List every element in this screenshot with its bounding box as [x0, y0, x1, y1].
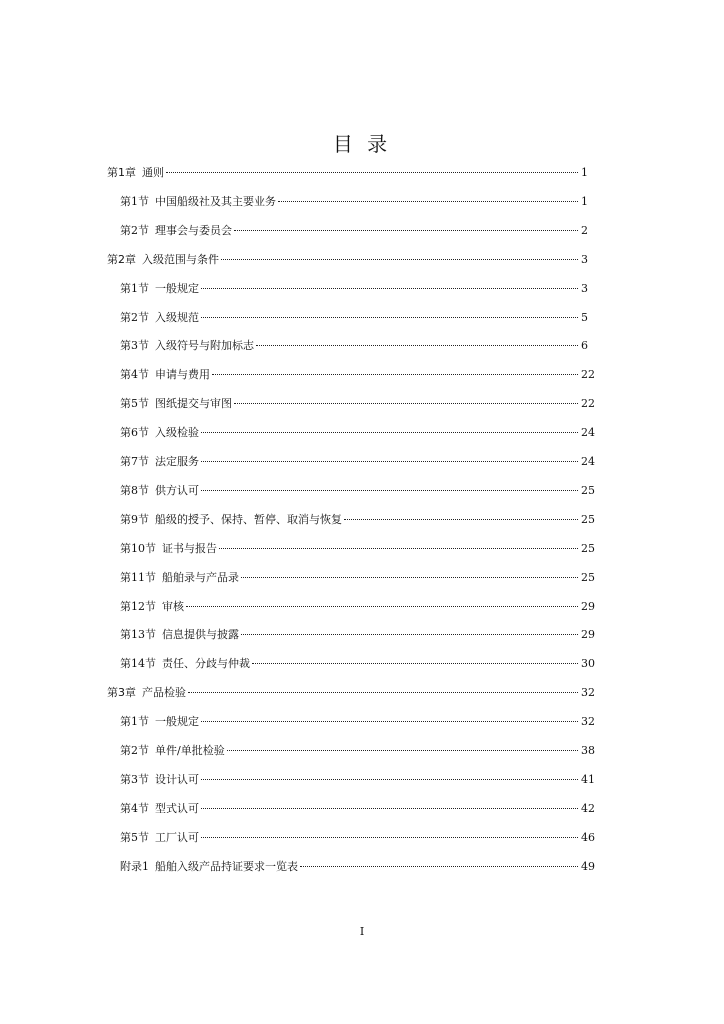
toc-entry-number: 第2节 [120, 310, 149, 324]
dot-leader [227, 749, 578, 751]
toc-entry-number: 第1章 [107, 166, 136, 179]
toc-entry[interactable] [120, 280, 603, 298]
toc-entry-number: 第12节 [120, 599, 156, 613]
toc-entry-title: 入级范围与条件 [142, 252, 219, 266]
toc-entry-title: 信息提供与披露 [162, 628, 239, 642]
toc-entry[interactable] [120, 366, 603, 384]
toc-entry-page: 41 [581, 772, 595, 786]
dot-leader [252, 662, 578, 664]
toc-entry[interactable] [120, 511, 603, 529]
toc-entry-title: 证书与报告 [162, 541, 217, 555]
toc-entry-page: 1 [581, 166, 588, 179]
toc-entry-title: 中国船级社及其主要业务 [155, 194, 276, 208]
toc-entry-number: 第11节 [120, 570, 156, 584]
toc-entry-number: 第6节 [120, 426, 149, 440]
toc-entry[interactable] [120, 309, 603, 327]
dot-leader [201, 720, 578, 722]
toc-entry[interactable] [120, 424, 603, 442]
toc-entry-number: 第10节 [120, 541, 156, 555]
toc-entry-page: 1 [581, 194, 588, 208]
dot-leader [234, 402, 578, 404]
dot-leader [234, 229, 578, 231]
dot-leader [241, 576, 578, 578]
dot-leader [201, 316, 578, 318]
toc-entry-title: 入级规范 [155, 310, 199, 324]
toc-entry-number: 第3节 [120, 339, 149, 353]
dot-leader [201, 836, 578, 838]
toc-entry-title: 申请与费用 [155, 368, 210, 382]
toc-entry-number: 第8节 [120, 483, 149, 497]
toc-entry-page: 42 [581, 801, 595, 815]
toc-entry-title: 入级符号与附加标志 [155, 339, 254, 353]
toc-entry[interactable] [120, 829, 603, 847]
toc-entry-title: 型式认可 [155, 801, 199, 815]
dot-leader [166, 171, 578, 173]
toc-entry-title: 入级检验 [155, 426, 199, 440]
toc-entry-page: 30 [581, 657, 595, 671]
toc-entry[interactable] [120, 222, 603, 240]
toc-entry[interactable] [120, 742, 603, 760]
dot-leader [201, 431, 578, 433]
toc-entry-title: 船舶录与产品录 [162, 570, 239, 584]
toc-entry-page: 25 [581, 483, 595, 497]
dot-leader [186, 605, 578, 607]
toc-entry-title: 设计认可 [155, 772, 199, 786]
toc-entry[interactable] [120, 626, 603, 644]
dot-leader [188, 691, 578, 693]
toc-entry-number: 第13节 [120, 628, 156, 642]
toc-entry-title: 单件/单批检验 [155, 744, 225, 757]
toc-entry-number: 第2节 [120, 744, 149, 757]
toc-entry-number: 第1节 [120, 715, 149, 729]
toc-entry[interactable] [120, 598, 603, 616]
toc-entry[interactable] [107, 164, 603, 182]
toc-entry-page: 2 [581, 223, 588, 237]
toc-entry-number: 第14节 [120, 657, 156, 671]
toc-entry-page: 29 [581, 628, 595, 642]
toc-entry-number: 第5节 [120, 830, 149, 844]
toc-entry-title: 通则 [142, 166, 164, 179]
toc-title: 目 录 [332, 132, 392, 156]
toc-entry-page: 24 [581, 455, 595, 468]
dot-leader [201, 489, 578, 491]
toc-entry[interactable] [120, 193, 603, 211]
toc-entry[interactable] [120, 540, 603, 558]
toc-entry-page: 5 [581, 310, 588, 324]
dot-leader [212, 373, 578, 375]
toc-entry-title: 理事会与委员会 [155, 223, 232, 237]
toc-entry-title: 责任、分歧与仲裁 [162, 657, 250, 671]
page-number: I [359, 925, 365, 938]
toc-entry-title: 法定服务 [155, 455, 199, 468]
toc-entry[interactable] [107, 251, 603, 269]
toc-entry-page: 22 [581, 397, 595, 411]
toc-entry[interactable] [120, 453, 603, 471]
toc-entry-number: 第4节 [120, 801, 149, 815]
dot-leader [221, 258, 578, 260]
toc-entry-number: 第3节 [120, 772, 149, 786]
toc-entry-title: 一般规定 [155, 281, 199, 295]
toc-entry[interactable] [120, 771, 603, 789]
toc-entry-page: 25 [581, 541, 595, 555]
toc-entry[interactable] [120, 858, 603, 876]
toc-entry-page: 32 [581, 715, 595, 729]
toc-entry-title: 船级的授予、保持、暂停、取消与恢复 [155, 512, 342, 526]
toc-entry[interactable] [120, 337, 603, 355]
toc-entry-page: 46 [581, 830, 595, 844]
toc-entry-page: 49 [581, 859, 595, 873]
toc-entry-number: 第4节 [120, 368, 149, 382]
toc-entry-page: 22 [581, 368, 595, 382]
dot-leader [201, 460, 578, 462]
toc-entry-page: 38 [581, 744, 595, 757]
toc-entry-title: 一般规定 [155, 715, 199, 729]
toc-entry[interactable] [120, 713, 603, 731]
toc-entry-page: 3 [581, 252, 588, 266]
toc-entry-title: 船舶入级产品持证要求一览表 [155, 859, 298, 873]
toc-entry-number: 第7节 [120, 455, 149, 468]
toc-entry-title: 审核 [162, 599, 184, 613]
toc-entry-number: 第2节 [120, 223, 149, 237]
dot-leader [241, 633, 578, 635]
toc-entry[interactable] [120, 395, 603, 413]
toc-entry-page: 29 [581, 599, 595, 613]
toc-entry-page: 24 [581, 426, 595, 440]
toc-entry-number: 第3章 [107, 686, 136, 700]
toc-entry-title: 供方认可 [155, 483, 199, 497]
toc-entry[interactable] [107, 684, 603, 702]
toc-entry-title: 图纸提交与审图 [155, 397, 232, 411]
toc-entry-number: 第1节 [120, 281, 149, 295]
toc-entry-page: 25 [581, 570, 595, 584]
toc-entry[interactable] [120, 800, 603, 818]
toc-entry[interactable] [120, 482, 603, 500]
toc-entry[interactable] [120, 569, 603, 587]
toc-entry-page: 3 [581, 281, 588, 295]
toc-entry[interactable] [120, 655, 603, 673]
dot-leader [201, 807, 578, 809]
dot-leader [219, 547, 578, 549]
toc-entry-number: 第5节 [120, 397, 149, 411]
toc-entry-number: 第9节 [120, 512, 149, 526]
toc-entry-number: 第2章 [107, 252, 136, 266]
dot-leader [256, 344, 578, 346]
toc-entry-title: 产品检验 [142, 686, 186, 700]
toc-entry-page: 32 [581, 686, 595, 700]
toc-entry-title: 工厂认可 [155, 830, 199, 844]
toc-entry-number: 附录1 [120, 859, 149, 873]
dot-leader [201, 778, 578, 780]
dot-leader [300, 865, 578, 867]
dot-leader [278, 200, 578, 202]
toc-entry-page: 6 [581, 339, 588, 353]
dot-leader [344, 518, 578, 520]
toc-entry-page: 25 [581, 512, 595, 526]
toc-entry-number: 第1节 [120, 194, 149, 208]
dot-leader [201, 287, 578, 289]
